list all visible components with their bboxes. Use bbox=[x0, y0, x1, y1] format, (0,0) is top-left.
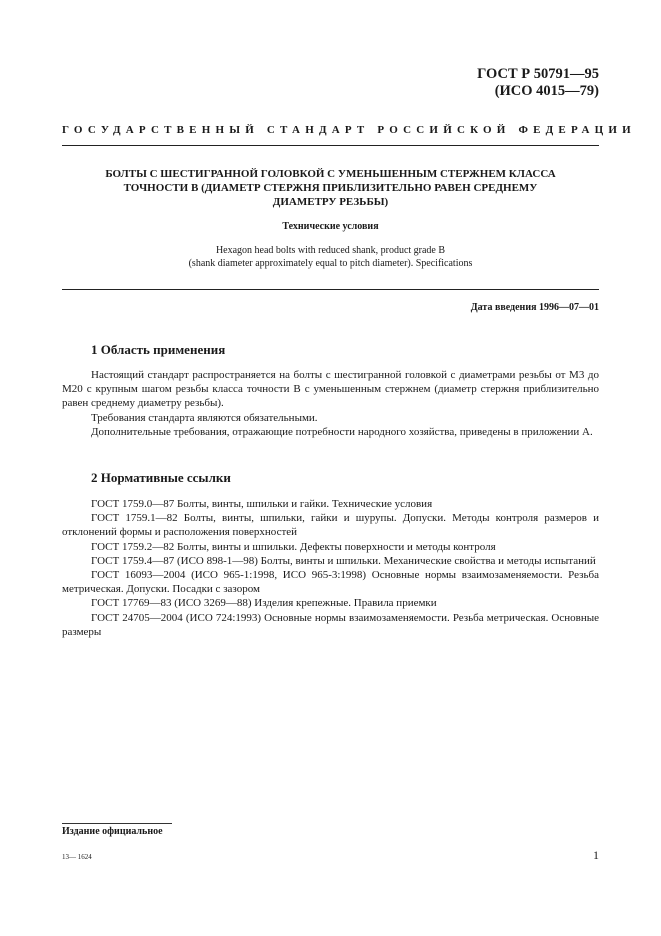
paragraph: Требования стандарта являются обязательными. bbox=[91, 411, 318, 424]
section-body-scope bbox=[62, 368, 599, 439]
reference-item: ГОСТ 16093—2004 (ИСО 965-1:1998, ИСО 965-3:1998) Основные нормы взаимозаменяемости. Резьба метрическая. Допуски. Посадки с зазором bbox=[62, 569, 599, 596]
english-title-line: (shank diameter approximately equal to pitch diameter). Specifications bbox=[188, 258, 473, 269]
section-heading-scope: 1 Область применения bbox=[91, 342, 226, 357]
section-body-references bbox=[62, 497, 599, 639]
page-number: 1 bbox=[593, 848, 599, 862]
gost-number-block bbox=[477, 66, 599, 100]
paragraph: Настоящий стандарт распространяется на болты с шестигранной головкой с диаметрами резьбы от М3 до М20 с крупным шагом резьбы класса точности В с уменьшенным стержнем (диаметр стержня приблизительно равен среднему диаметру резьбы). bbox=[62, 369, 599, 410]
document-title-line: ТОЧНОСТИ В (ДИАМЕТР СТЕРЖНЯ ПРИБЛИЗИТЕЛЬНО РАВЕН СРЕДНЕМУ bbox=[123, 182, 538, 194]
gost-number: ГОСТ Р 50791—95 bbox=[477, 66, 599, 82]
document-title bbox=[80, 167, 581, 209]
middle-divider bbox=[62, 289, 599, 290]
document-subtitle: Технические условия bbox=[282, 221, 379, 232]
standard-title: ГОСУДАРСТВЕННЫЙ СТАНДАРТ РОССИЙСКОЙ ФЕДЕРАЦИИ bbox=[62, 124, 636, 136]
top-divider bbox=[62, 145, 599, 146]
document-title-line: ДИАМЕТРУ РЕЗЬБЫ) bbox=[272, 196, 389, 208]
section-heading-references: 2 Нормативные ссылки bbox=[91, 470, 231, 485]
reference-item: ГОСТ 1759.1—82 Болты, винты, шпильки, гайки и шурупы. Допуски. Методы контроля размеров и отклонений формы и расположения поверхностей bbox=[62, 512, 599, 539]
reference-item: ГОСТ 17769—83 (ИСО 3269—88) Изделия крепежные. Правила приемки bbox=[91, 597, 437, 610]
print-code: 13— 1624 bbox=[62, 853, 92, 861]
document-title-line: БОЛТЫ С ШЕСТИГРАННОЙ ГОЛОВКОЙ С УМЕНЬШЕННЫМ СТЕРЖНЕМ КЛАССА bbox=[105, 168, 556, 180]
paragraph: Дополнительные требования, отражающие потребности народного хозяйства, приведены в приложении А. bbox=[91, 425, 593, 438]
english-title bbox=[62, 244, 599, 270]
introduction-date: Дата введения 1996—07—01 bbox=[470, 302, 599, 313]
reference-item: ГОСТ 1759.0—87 Болты, винты, шпильки и гайки. Технические условия bbox=[91, 498, 433, 510]
reference-item: ГОСТ 24705—2004 (ИСО 724:1993) Основные нормы взаимозаменяемости. Резьба метрическая. Основные размеры bbox=[62, 611, 599, 638]
edition-label: Издание официальное bbox=[62, 826, 163, 837]
iso-number: (ИСО 4015—79) bbox=[494, 83, 599, 99]
reference-item: ГОСТ 1759.2—82 Болты, винты и шпильки. Дефекты поверхности и методы контроля bbox=[91, 540, 496, 553]
footer-divider bbox=[62, 823, 172, 824]
english-title-line: Hexagon head bolts with reduced shank, product grade B bbox=[215, 245, 446, 256]
reference-item: ГОСТ 1759.4—87 (ИСО 898-1—98) Болты, винты и шпильки. Механические свойства и методы испытаний bbox=[91, 554, 596, 567]
